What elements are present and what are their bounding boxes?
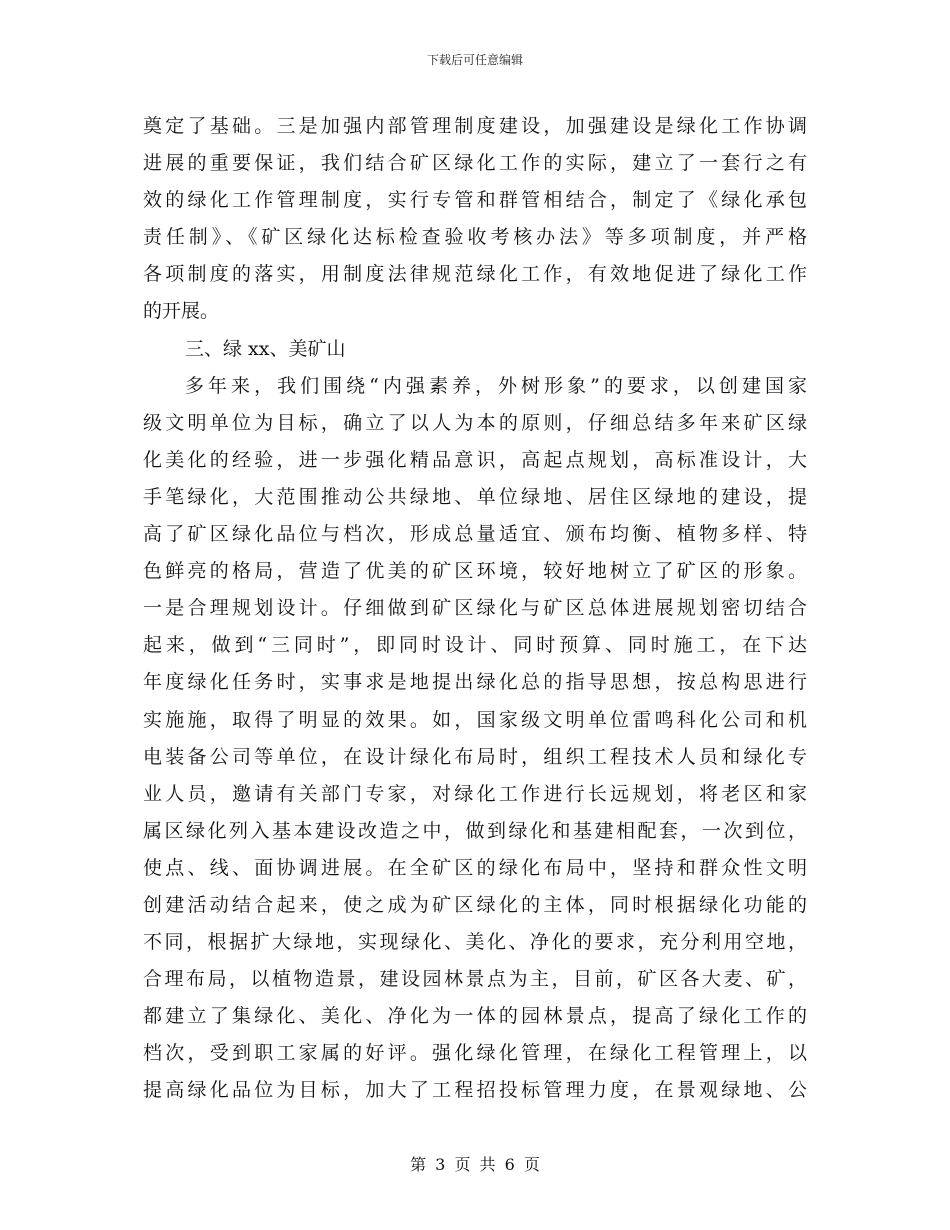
text-line: 电装备公司等单位，在设计绿化布局时，组织工程技术人员和绿化专 <box>143 745 807 768</box>
text-line: 合理布局，以植物造景，建设园林景点为主，目前，矿区各大麦、矿， <box>143 968 807 991</box>
text-line: 奠定了基础。三是加强内部管理制度建设，加强建设是绿化工作协调 <box>143 115 807 137</box>
text-line: 多年来，我们围绕“内强素养，外树形象”的要求，以创建国家 <box>185 374 807 397</box>
section-heading: 三、绿 xx、美矿山 <box>185 337 346 360</box>
text-line: 各项制度的落实，用制度法律规范绿化工作，有效地促进了绿化工作 <box>143 263 807 286</box>
text-line: 年度绿化任务时，实事求是地提出绿化总的指导思想，按总构思进行 <box>143 671 807 694</box>
text-line: 提高绿化品位为目标，加大了工程招投标管理力度，在景观绿地、公 <box>143 1079 807 1102</box>
text-line: 高了矿区绿化品位与档次，形成总量适宜、颁布均衡、植物多样、特 <box>143 523 807 546</box>
page-number-footer: 第 3 页 共 6 页 <box>410 1155 540 1174</box>
page-header: 下载后可任意编辑 <box>426 53 523 67</box>
text-line: 一是合理规划设计。仔细做到矿区绿化与矿区总体进展规划密切结合 <box>143 597 807 620</box>
text-line: 起来，做到“三同时”，即同时设计、同时预算、同时施工，在下达 <box>143 634 807 657</box>
text-line: 手笔绿化，大范围推动公共绿地、单位绿地、居住区绿地的建设，提 <box>143 485 807 508</box>
text-line: 进展的重要保证，我们结合矿区绿化工作的实际，建立了一套行之有 <box>143 152 807 175</box>
text-line: 业人员，邀请有关部门专家，对绿化工作进行长远规划，将老区和家 <box>143 782 807 805</box>
text-line: 使点、线、面协调进展。在全矿区的绿化布局中，坚持和群众性文明 <box>143 856 807 879</box>
text-line: 属区绿化列入基本建设改造之中，做到绿化和基建相配套，一次到位， <box>143 819 807 842</box>
text-line: 效的绿化工作管理制度，实行专管和群管相结合，制定了《绿化承包 <box>143 189 807 212</box>
text-line: 不同，根据扩大绿地，实现绿化、美化、净化的要求，充分利用空地， <box>143 931 807 954</box>
text-line: 档次，受到职工家属的好评。强化绿化管理，在绿化工程管理上，以 <box>143 1042 807 1065</box>
document-body <box>143 108 807 1110</box>
text-line: 责任制》、《矿区绿化达标检查验收考核办法》等多项制度，并严格 <box>143 226 807 249</box>
text-line: 的开展。 <box>143 300 220 323</box>
text-line: 创建活动结合起来，使之成为矿区绿化的主体，同时根据绿化功能的 <box>143 893 807 916</box>
text-line: 都建立了集绿化、美化、净化为一体的园林景点，提高了绿化工作的 <box>143 1005 807 1028</box>
text-line: 色鲜亮的格局，营造了优美的矿区环境，较好地树立了矿区的形象。 <box>143 560 807 583</box>
text-line: 实施施，取得了明显的效果。如，国家级文明单位雷鸣科化公司和机 <box>143 708 807 731</box>
text-line: 化美化的经验，进一步强化精品意识，高起点规划，高标准设计，大 <box>143 448 807 471</box>
text-line: 级文明单位为目标，确立了以人为本的原则，仔细总结多年来矿区绿 <box>143 411 807 434</box>
